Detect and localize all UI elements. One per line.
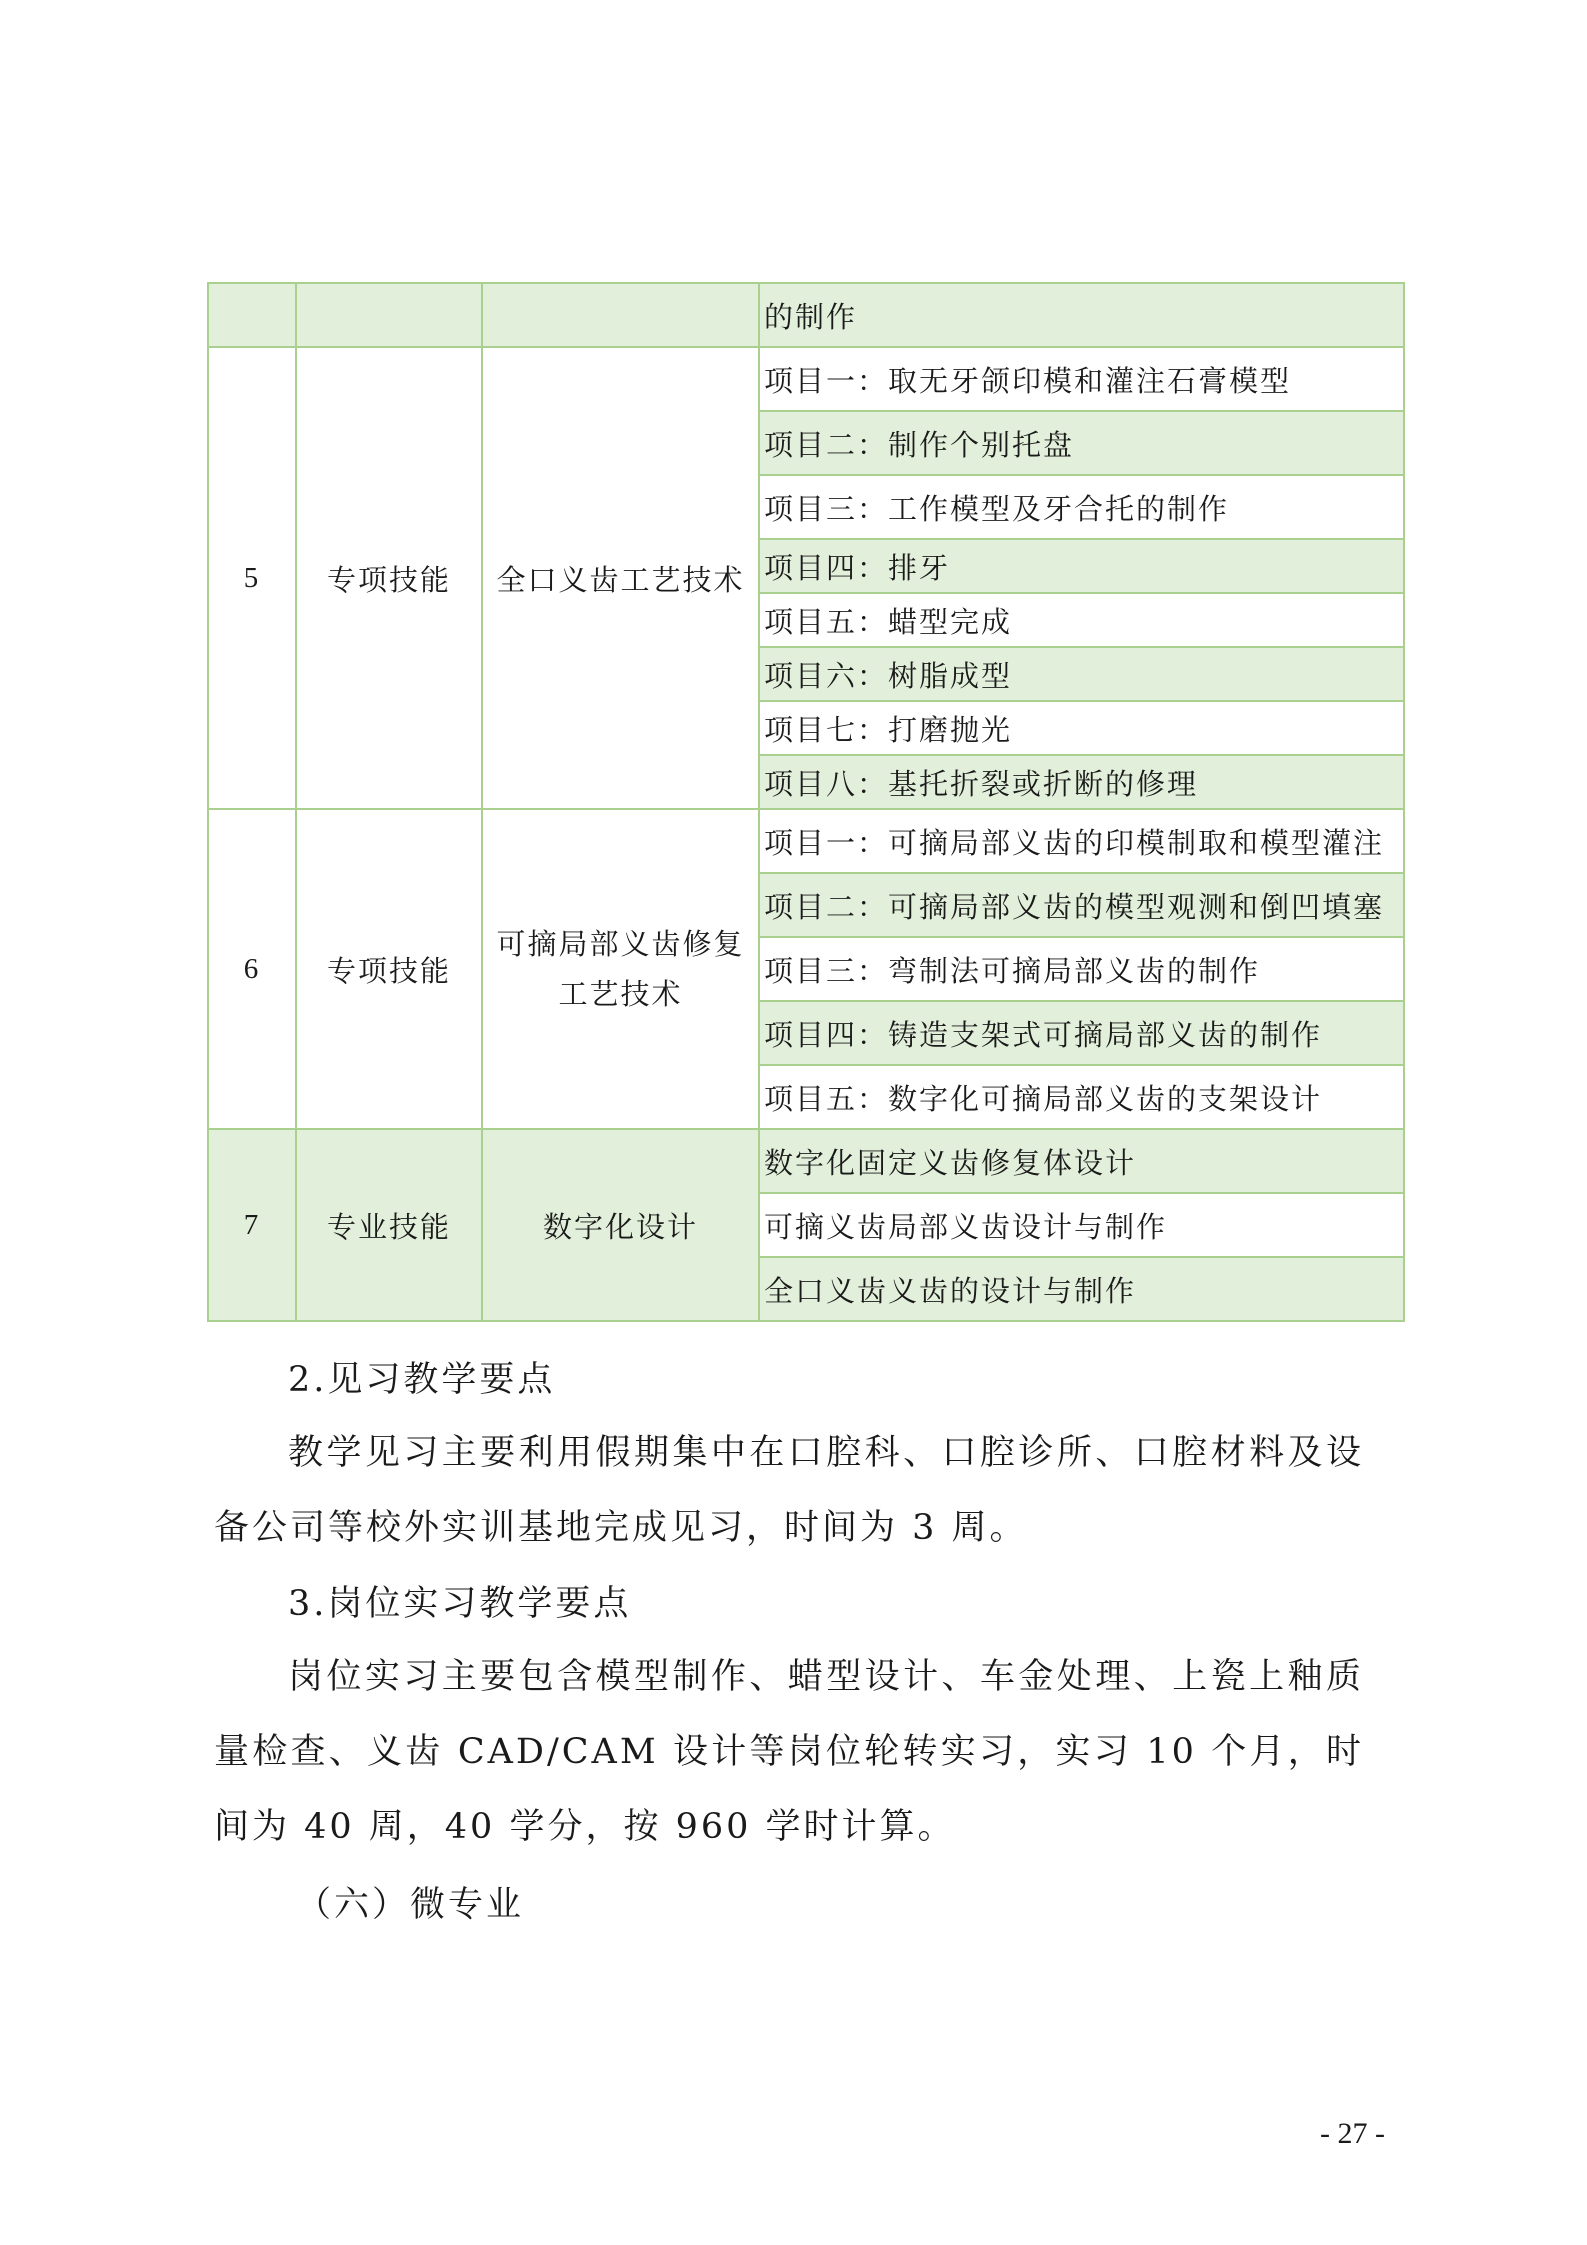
table-cell <box>482 283 759 347</box>
item-cell: 全口义齿义齿的设计与制作 <box>759 1257 1404 1321</box>
item-cell: 项目六：树脂成型 <box>759 647 1404 701</box>
section-heading: 2.见习教学要点 <box>288 1360 556 1400</box>
row-number: 5 <box>208 347 296 809</box>
item-cell: 项目二：可摘局部义齿的模型观测和倒凹填塞 <box>759 873 1404 937</box>
item-cell: 项目四：铸造支架式可摘局部义齿的制作 <box>759 1001 1404 1065</box>
table-cell <box>296 283 482 347</box>
item-cell: 项目三：弯制法可摘局部义齿的制作 <box>759 937 1404 1001</box>
table-row <box>208 809 1404 873</box>
table-row <box>208 347 1404 411</box>
item-cell: 项目一：取无牙颌印模和灌注石膏模型 <box>759 347 1404 411</box>
category-cell: 专项技能 <box>296 809 482 1129</box>
item-cell: 项目七：打磨抛光 <box>759 701 1404 755</box>
row-number: 6 <box>208 809 296 1129</box>
item-cell: 项目五：数字化可摘局部义齿的支架设计 <box>759 1065 1404 1129</box>
course-line: 工艺技术 <box>558 977 683 1011</box>
item-cell: 项目四：排牙 <box>759 539 1404 593</box>
item-cell: 可摘义齿局部义齿设计与制作 <box>759 1193 1404 1257</box>
course-cell: 数字化设计 <box>482 1129 759 1321</box>
page-number: - 27 - <box>1320 2117 1385 2150</box>
item-cell: 项目二：制作个别托盘 <box>759 411 1404 475</box>
row-number: 7 <box>208 1129 296 1321</box>
course-cell: 全口义齿工艺技术 <box>482 347 759 809</box>
course-line: 可摘局部义齿修复 <box>496 927 745 961</box>
item-cell: 项目一：可摘局部义齿的印模制取和模型灌注 <box>759 809 1404 873</box>
table-cell: 的制作 <box>759 283 1404 347</box>
section-paragraph: 岗位实习主要包含模型制作、蜡型设计、车金处理、上瓷上釉质量检查、义齿 CAD/CAM 设计等岗位轮转实习，实习 10 个月，时间为 40 周，40 学分，按 960 学时计算。 <box>214 1657 1364 1847</box>
item-cell: 项目三：工作模型及牙合托的制作 <box>759 475 1404 539</box>
category-cell: 专项技能 <box>296 347 482 809</box>
category-cell: 专业技能 <box>296 1129 482 1321</box>
section-paragraph: 教学见习主要利用假期集中在口腔科、口腔诊所、口腔材料及设备公司等校外实训基地完成见习，时间为 3 周。 <box>214 1433 1364 1548</box>
item-cell: 项目五：蜡型完成 <box>759 593 1404 647</box>
table-row <box>208 1129 1404 1193</box>
item-cell: 数字化固定义齿修复体设计 <box>759 1129 1404 1193</box>
course-cell <box>482 809 759 1129</box>
section-heading: （六）微专业 <box>296 1885 525 1925</box>
table-row <box>208 283 1404 347</box>
curriculum-table <box>207 282 1405 1322</box>
item-cell: 项目八：基托折裂或折断的修理 <box>759 755 1404 809</box>
table-cell <box>208 283 296 347</box>
section-heading: 3.岗位实习教学要点 <box>288 1584 632 1624</box>
